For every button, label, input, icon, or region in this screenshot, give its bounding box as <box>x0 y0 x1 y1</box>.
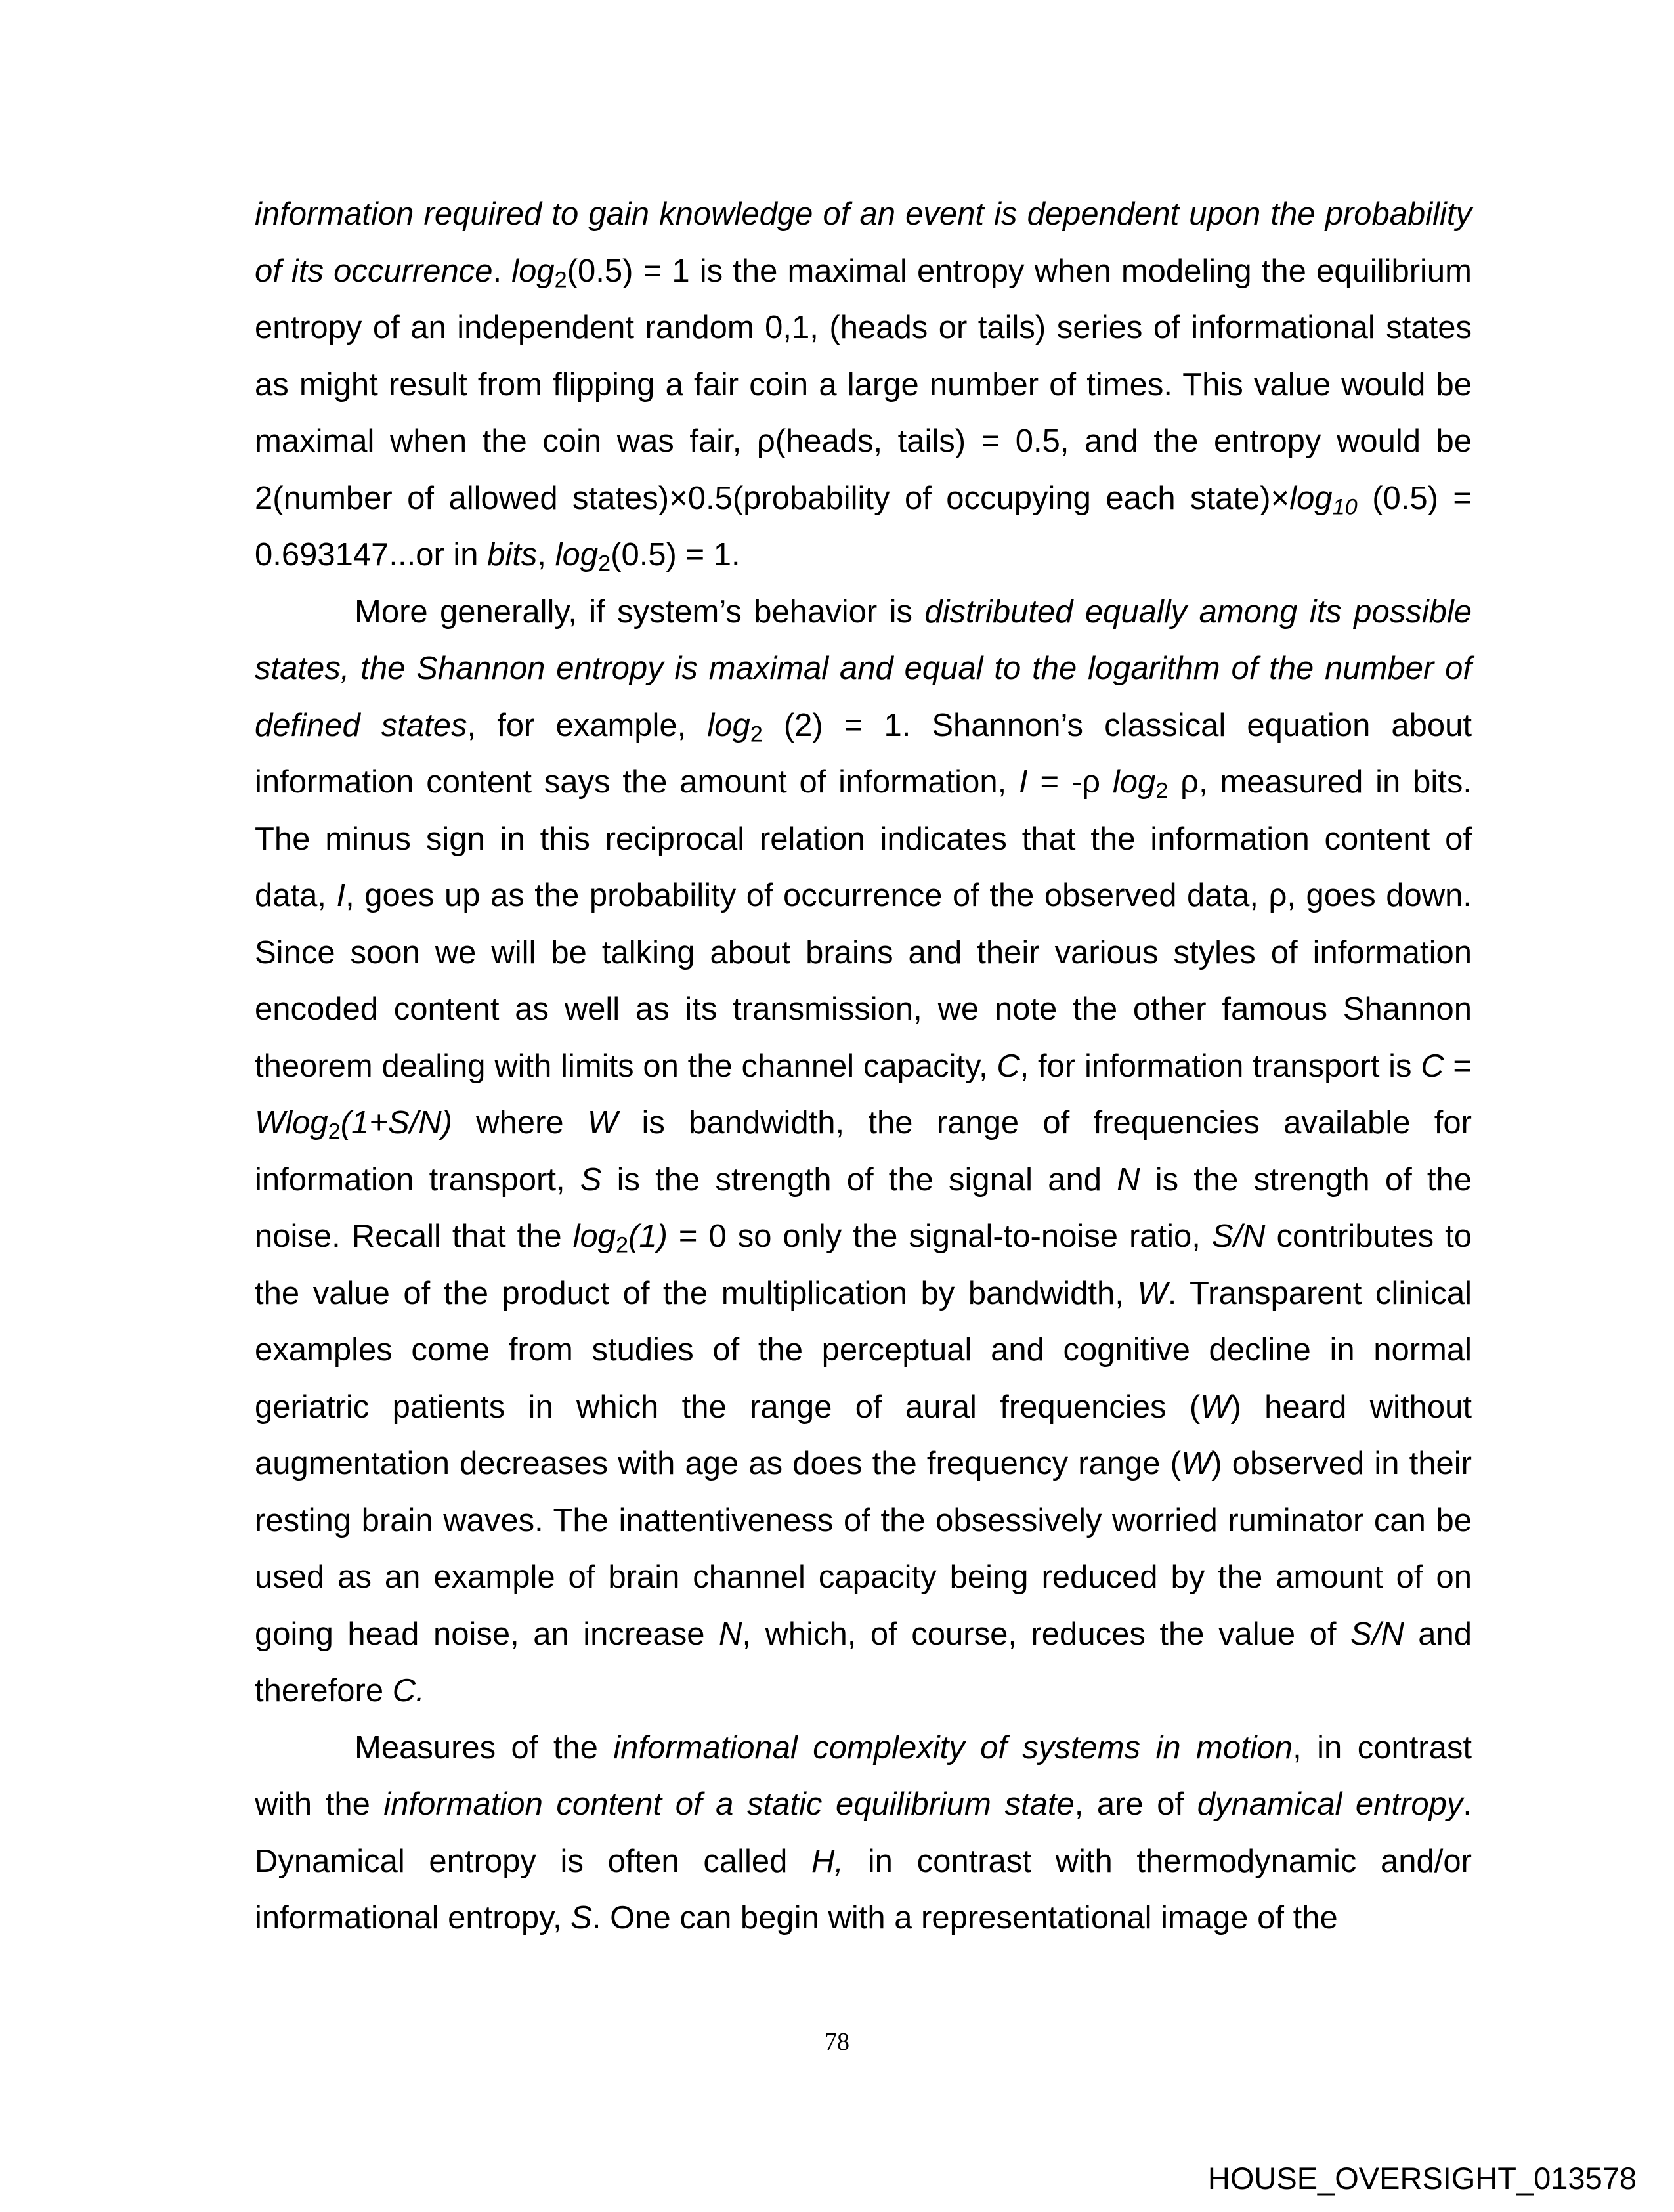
text-run: (0.5) = 1 is the maximal entropy when modeling the equilibrium entropy of an independent random 0,1, (heads or tails) series of informational states as might result from flipping a fair coin a large number of times. This value would be maximal when the coin was fair, ρ(heads, tails) = 0.5, and the entropy would be 2(number of allowed states)×0.5(probability of occupying each state)× <box>255 253 1472 516</box>
paragraph-3 <box>255 1720 1472 1947</box>
text-run: contributes to the value of the product of the multiplication by bandwidth, <box>255 1219 1472 1311</box>
text-run: H, <box>811 1843 844 1879</box>
text-run: , for example, <box>467 707 708 743</box>
text-run: , in contrast with the <box>255 1729 1472 1822</box>
text-run: log <box>1289 480 1333 516</box>
bates-stamp: HOUSE_OVERSIGHT_013578 <box>1207 2161 1637 2196</box>
paragraph-1 <box>255 186 1472 584</box>
text-run: = <box>1444 1048 1472 1084</box>
text-run: W <box>1200 1389 1231 1425</box>
text-run: ) observed in their resting brain waves. The inattentiveness of the obsessively worried ruminator can be used as an example of brain channel capacity being reduced by the amount of on going head noise, an increase <box>255 1446 1472 1652</box>
text-run: 2 <box>1155 778 1169 804</box>
text-run: N <box>1117 1161 1140 1198</box>
text-run: , goes up as the probability of occurrence of the observed data, ρ, goes down. Since soon we will be talking about brains and their various styles of information encoded content as well as its transmission, we note the other famous Shannon theorem dealing with limits on the channel capacity, <box>255 878 1472 1084</box>
text-run: I <box>336 878 346 913</box>
text-run: More generally, if system’s behavior is <box>354 594 925 630</box>
text-run: is bandwidth, the range of frequencies available for information transport, <box>255 1105 1472 1198</box>
text-run: log <box>1112 764 1156 800</box>
text-run: information required to gain knowledge of an event is dependent upon the probability of its occurrence <box>255 196 1472 289</box>
text-run: = 0 so only the signal-to-noise ratio, <box>667 1219 1212 1254</box>
text-run: . One can begin with a representational image of the <box>591 1900 1338 1936</box>
text-run: ρ, measured in bits. The minus sign in this reciprocal relation indicates that the information content of data, <box>255 764 1472 913</box>
text-run: S <box>570 1900 592 1936</box>
text-run: (2) = 1. Shannon’s classical equation about information content says the amount of information, <box>255 707 1472 800</box>
text-run: 2 <box>554 267 567 293</box>
text-run: in contrast with thermodynamic and/or informational entropy, <box>255 1843 1472 1936</box>
text-run: bits <box>487 537 538 573</box>
text-run: and therefore <box>255 1616 1472 1708</box>
text-run: W <box>587 1105 618 1140</box>
text-run: (0.5) = 0.693147...or in <box>255 480 1472 573</box>
text-run: S/N <box>1211 1219 1266 1254</box>
document-body <box>255 186 1472 1947</box>
page-number: 78 <box>825 2028 849 2056</box>
text-run: distributed equally among its possible states, the Shannon entropy is maximal and equal to the logarithm of the number of defined states <box>255 594 1472 743</box>
text-run: dynamical entropy <box>1197 1787 1463 1822</box>
text-run: log <box>572 1219 616 1254</box>
text-run: , are of <box>1074 1787 1197 1822</box>
text-run: is the strength of the noise. Recall that the <box>255 1161 1472 1254</box>
text-run: . Dynamical entropy is often called <box>255 1787 1472 1879</box>
text-run: informational complexity of systems in motion <box>613 1729 1293 1766</box>
text-run: C <box>1421 1048 1444 1084</box>
text-run: I <box>1019 764 1028 800</box>
text-run: (0.5) = 1. <box>611 537 740 573</box>
text-run: . <box>492 253 512 289</box>
text-run: N <box>718 1616 742 1652</box>
text-run: Wlog <box>255 1105 328 1140</box>
text-run: ) heard without augmentation decreases with age as does the frequency range ( <box>255 1389 1472 1481</box>
text-run: S <box>580 1161 602 1198</box>
text-run: C. <box>392 1673 425 1708</box>
text-run: 10 <box>1332 494 1358 520</box>
text-run: , <box>537 537 555 573</box>
text-run: S/N <box>1350 1616 1404 1652</box>
text-run: log <box>511 253 555 289</box>
text-run: C <box>997 1048 1020 1084</box>
text-run: where <box>452 1105 588 1140</box>
text-run: (1) <box>628 1219 668 1254</box>
text-run: 2 <box>750 722 763 747</box>
text-run: information content of a static equilibrium state <box>383 1787 1075 1822</box>
text-run: 2 <box>598 551 611 576</box>
paragraph-2 <box>255 584 1472 1720</box>
text-run: Measures of the <box>354 1729 614 1766</box>
text-run: (1+S/N) <box>340 1105 452 1140</box>
text-run: . Transparent clinical examples come from studies of the perceptual and cognitive decline in normal geriatric patients in which the range of aural frequencies ( <box>255 1275 1472 1425</box>
text-run: log <box>555 537 599 573</box>
text-run: W <box>1137 1275 1168 1311</box>
text-run: = -ρ <box>1027 764 1113 800</box>
text-run: , which, of course, reduces the value of <box>742 1616 1351 1652</box>
text-run: W <box>1181 1446 1212 1481</box>
text-run: , for information transport is <box>1019 1048 1421 1084</box>
text-run: is the strength of the signal and <box>601 1161 1117 1198</box>
text-run: log <box>707 707 750 743</box>
text-run: 2 <box>615 1232 629 1258</box>
text-run: 2 <box>328 1119 341 1144</box>
